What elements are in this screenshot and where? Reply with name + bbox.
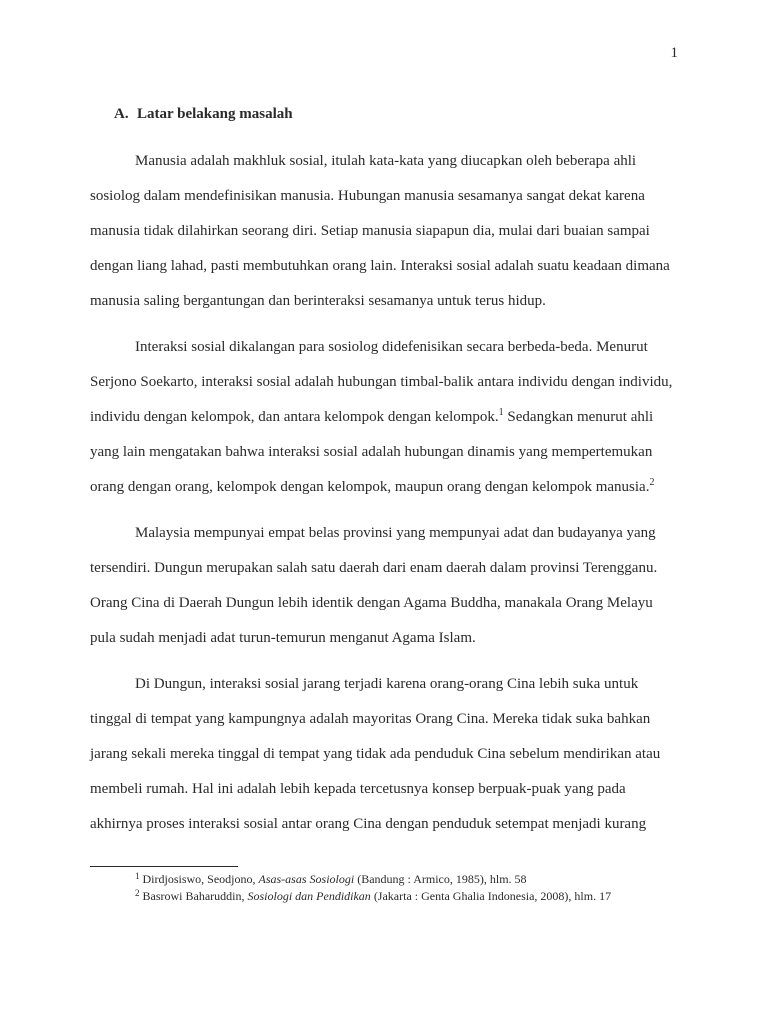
- paragraph: [90, 144, 678, 319]
- footnote-title: Sosiologi dan Pendidikan: [247, 889, 371, 903]
- paragraph-line: Orang Cina di Daerah Dungun lebih identik dengan Agama Buddha, manakala Orang Melayu: [90, 595, 653, 611]
- paragraph-line: Manusia adalah makhluk sosial, itulah kata-kata yang diucapkan oleh beberapa ahli: [135, 153, 637, 169]
- footnote-mark: 1: [135, 871, 140, 881]
- footnote-author: Basrowi Baharuddin,: [139, 889, 248, 903]
- footnote-citation: (Bandung : Armico, 1985), hlm. 58: [354, 872, 527, 886]
- section-heading: [114, 104, 293, 124]
- paragraph-line: Di Dungun, interaksi sosial jarang terjadi karena orang-orang Cina lebih suka untuk: [135, 676, 639, 692]
- body-text: [90, 144, 678, 853]
- footnote-title: Asas-asas Sosiologi: [258, 872, 355, 886]
- paragraph-line: Malaysia mempunyai empat belas provinsi yang mempunyai adat dan budayanya yang: [135, 525, 656, 541]
- paragraph-line: manusia saling bergantungan dan berinteraksi sesamanya untuk terus hidup.: [90, 293, 546, 309]
- paragraph: [90, 330, 678, 505]
- footnote: [135, 871, 715, 888]
- footnote: [135, 888, 715, 905]
- paragraph: [90, 667, 678, 842]
- paragraph-line: pula sudah menjadi adat turun-temurun menganut Agama Islam.: [90, 630, 476, 646]
- paragraph-line: yang lain mengatakan bahwa interaksi sosial adalah hubungan dinamis yang mempertemukan: [90, 444, 653, 460]
- paragraph-line: jarang sekali mereka tinggal di tempat yang tidak ada penduduk Cina sebelum mendirikan atau: [90, 746, 661, 762]
- footnote-mark: 2: [135, 888, 140, 898]
- page-number: 1: [670, 45, 678, 61]
- footnotes: [135, 871, 715, 905]
- footnote-author: Dirdjosiswo, Seodjono,: [139, 872, 259, 886]
- paragraph-line: akhirnya proses interaksi sosial antar orang Cina dengan penduduk setempat menjadi kurang: [90, 816, 647, 832]
- section-title: Latar belakang masalah: [137, 106, 293, 122]
- footnote-reference: 2: [649, 477, 655, 488]
- line-text: Sedangkan menurut ahli: [503, 409, 654, 425]
- paragraph: [90, 516, 678, 656]
- paragraph-line: [90, 400, 678, 435]
- line-text: orang dengan orang, kelompok dengan kelompok, maupun orang dengan kelompok manusia.: [90, 479, 650, 495]
- paragraph-line: manusia tidak dilahirkan seorang diri. Setiap manusia siapapun dia, mulai dari buaian sampai: [90, 223, 650, 239]
- paragraph-line: sosiolog dalam mendefinisikan manusia. Hubungan manusia sesamanya sangat dekat karena: [90, 188, 645, 204]
- paragraph-line: [90, 470, 678, 505]
- paragraph-line: dengan liang lahad, pasti membutuhkan orang lain. Interaksi sosial adalah suatu keadaan dimana: [90, 258, 670, 274]
- footnote-separator: [90, 866, 238, 867]
- paragraph-line: tinggal di tempat yang kampungnya adalah mayoritas Orang Cina. Mereka tidak suka bahkan: [90, 711, 651, 727]
- paragraph-line: Serjono Soekarto, interaksi sosial adalah hubungan timbal-balik antara individu dengan individu,: [90, 374, 673, 390]
- line-text: individu dengan kelompok, dan antara kelompok dengan kelompok.: [90, 409, 499, 425]
- section-marker: A.: [114, 106, 129, 122]
- footnote-citation: (Jakarta : Genta Ghalia Indonesia, 2008), hlm. 17: [370, 889, 612, 903]
- paragraph-line: tersendiri. Dungun merupakan salah satu daerah dari enam daerah dalam provinsi Terengganu.: [90, 560, 658, 576]
- paragraph-line: membeli rumah. Hal ini adalah lebih kepada tercetusnya konsep berpuak-puak yang pada: [90, 781, 626, 797]
- paragraph-line: Interaksi sosial dikalangan para sosiolog didefenisikan secara berbeda-beda. Menurut: [135, 339, 648, 355]
- footnote-reference: 1: [498, 407, 504, 418]
